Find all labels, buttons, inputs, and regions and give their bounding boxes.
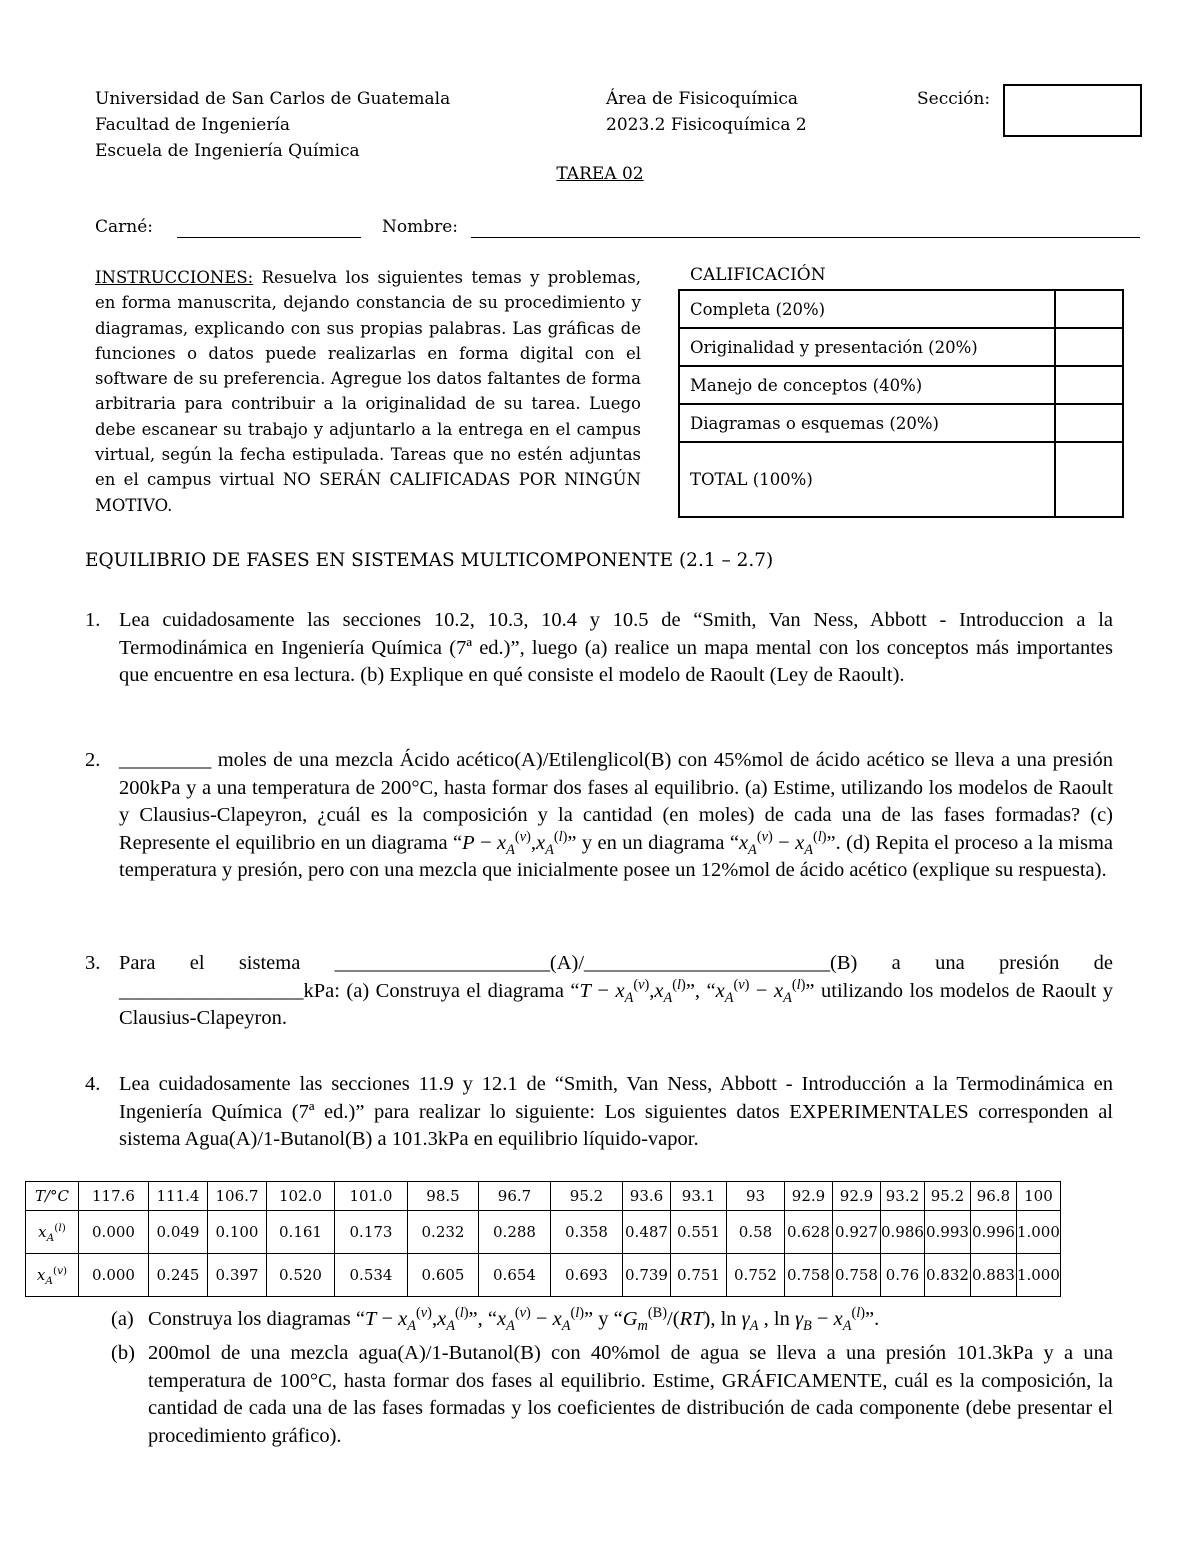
nombre-label: Nombre: xyxy=(382,217,459,237)
course-block xyxy=(606,86,807,138)
grading-row-label: Manejo de conceptos (40%) xyxy=(679,366,1055,404)
component-b-blank[interactable]: ________________________ xyxy=(584,952,831,974)
question-text: Lea cuidadosamente las secciones 10.2, 10.3, 10.4 y 10.5 de “Smith, Van Ness, Abbott - Introduccion a la Termodinámica en Ingeniería Química (7ª ed.)”, luego (a) realice un mapa mental con los conceptos más importantes que encuentre en esa lectura. (b) Explique en qué consiste el modelo de Raoult (Ley de Raoult). xyxy=(119,609,1113,686)
table-cell: 0.758 xyxy=(785,1254,833,1297)
table-cell: 0.173 xyxy=(335,1211,408,1254)
question-text: _________ moles de una mezcla Ácido acético(A)/Etilenglicol(B) con 45%mol de ácido acético se lleva a una presión 200kPa y a una temperatura de 200°C, hasta formar dos fases al equilibrio. (a) Estime, utilizando los modelos de Raoult y Clausius-Clapeyron, ¿cuál es la composición y la cantidad (en moles) de cada una de las fases formadas? (c) Represente el equilibrio en un diagrama “$P - x_A^{(v)},x_A^{(l)}$” y en un diagrama “$x_A^{(v)} - x_A^{(l)}$”. (d) Repita el proceso a la misma temperatura y presión, pero con una mezcla que inicialmente posee un 12%mol de ácido acético (explique su respuesta). xyxy=(119,749,1114,881)
table-cell: 1.000 xyxy=(1016,1211,1060,1254)
section-label: Sección: xyxy=(917,89,991,109)
table-cell: 0.76 xyxy=(881,1254,925,1297)
table-cell: 93 xyxy=(727,1182,785,1211)
table-cell: 0.993 xyxy=(924,1211,970,1254)
table-cell: 0.397 xyxy=(208,1254,267,1297)
table-cell: 0.751 xyxy=(671,1254,727,1297)
component-a-blank[interactable]: _____________________ xyxy=(334,952,550,974)
question-text-part: ” utilizando los modelos de Raoult y Clausius-Clapeyron. xyxy=(119,979,1114,1029)
instructions-label: INSTRUCCIONES: xyxy=(95,268,254,287)
table-cell: 0.927 xyxy=(833,1211,881,1254)
table-cell: 93.1 xyxy=(671,1182,727,1211)
math-expr: T xyxy=(364,1308,377,1330)
nombre-field[interactable] xyxy=(471,237,1140,238)
table-row-liquid xyxy=(26,1211,1061,1254)
question-4a xyxy=(111,1306,1113,1334)
table-cell: 0.883 xyxy=(970,1254,1016,1297)
table-cell: 98.5 xyxy=(408,1182,479,1211)
question-number: 1. xyxy=(85,609,101,631)
question-text-part: kPa: (a) Construya el diagrama “ xyxy=(303,979,580,1002)
table-cell: 96.8 xyxy=(970,1182,1016,1211)
section-title: EQUILIBRIO DE FASES EN SISTEMAS MULTICOMPONENTE (2.1 – 2.7) xyxy=(85,550,774,571)
question-text-part: ”, “ xyxy=(468,1308,497,1330)
question-text-part: Para el sistema xyxy=(119,952,335,974)
table-cell: 95.2 xyxy=(551,1182,623,1211)
table-cell: 93.6 xyxy=(623,1182,671,1211)
question-text-part: moles de una mezcla Ácido acético(A)/Etilenglicol(B) con 45%mol de ácido acético se lleva a una presión 200kPa y a una temperatura de 200°C, hasta formar dos fases al equilibrio. (a) Estime, utilizando los modelos de Raoult y Clausius-Clapeyron, ¿cuál es la composición y la cantidad (en moles) de cada una de las fases formadas? (c) Represente el equilibrio en un diagrama “ xyxy=(119,749,1113,854)
table-cell: 0.832 xyxy=(924,1254,970,1297)
faculty-name: Facultad de Ingeniería xyxy=(95,115,291,135)
question-4b xyxy=(111,1340,1113,1450)
table-cell: 106.7 xyxy=(208,1182,267,1211)
table-cell: 92.9 xyxy=(833,1182,881,1211)
table-cell: 0.049 xyxy=(149,1211,208,1254)
subquestion-text: 200mol de una mezcla agua(A)/1-Butanol(B) con 40%mol de agua se lleva a una presión 101.3kPa y a una temperatura de 100°C, hasta formar dos fases al equilibrio. Estime, GRÁFICAMENTE, cuál es la composición, la cantidad de cada una de las fases formadas y los coeficientes de distribución de cada componente (debe presentar el procedimiento gráfico). xyxy=(148,1342,1113,1447)
table-cell: 0.628 xyxy=(785,1211,833,1254)
table-header-cell: $x_A^{(l)}$ xyxy=(26,1211,79,1254)
table-cell: 93.2 xyxy=(881,1182,925,1211)
grading-total-cell[interactable] xyxy=(1055,442,1123,517)
question-text-part: ” y en un diagrama “ xyxy=(567,831,739,854)
math-expr: x xyxy=(497,831,507,854)
school-name: Escuela de Ingeniería Química xyxy=(95,141,360,161)
subquestion-text: Construya los diagramas “$T - x_A^{(v)},x_A^{(l)}$”, “$x_A^{(v)} - x_A^{(l)}$” y “$G_m^{(B)}/(RT)$, $\ln \gamma_A$ , $\ln \gamma_B - x_A^{(l)}$”. xyxy=(148,1305,880,1335)
question-text: Lea cuidadosamente las secciones 11.9 y 12.1 de “Smith, Van Ness, Abbott - Introducción a la Termodinámica en Ingeniería Química (7ª ed.)” para realizar lo siguiente: Los siguientes datos EXPERIMENTALES corresponden al sistema Agua(A)/1-Butanol(B) a 101.3kPa en equilibrio líquido-vapor. xyxy=(119,1073,1113,1150)
grading-row-label: Completa (20%) xyxy=(679,290,1055,328)
subquestion-label: (b) xyxy=(111,1342,135,1364)
math-expr: x xyxy=(715,979,725,1002)
grading-table xyxy=(678,289,1124,518)
section-box[interactable] xyxy=(1003,84,1142,137)
table-cell: 0.000 xyxy=(79,1254,149,1297)
question-4 xyxy=(85,1071,1113,1154)
pressure-blank[interactable]: __________________ xyxy=(119,979,304,1002)
question-3 xyxy=(85,950,1113,1033)
question-text-part: ”, “ xyxy=(685,979,716,1002)
grading-title: CALIFICACIÓN xyxy=(690,265,826,285)
table-cell: 117.6 xyxy=(79,1182,149,1211)
grading-score-cell[interactable] xyxy=(1055,404,1123,442)
grading-row-label: Originalidad y presentación (20%) xyxy=(679,328,1055,366)
grading-total-label: TOTAL (100%) xyxy=(679,442,1055,517)
table-header-cell: T/°C xyxy=(26,1182,79,1211)
question-text-part: ”. (d) Repita el proceso a la misma temperatura y presión, pero con una mezcla que inicialmente posee un 12%mol de ácido acético (explique su respuesta). xyxy=(119,831,1114,881)
table-cell: 0.752 xyxy=(727,1254,785,1297)
question-text: Para el sistema _____________________(A)/________________________(B) a una presión de __________________kPa: (a) Construya el diagrama “$T - x_A^{(v)},x_A^{(l)}$”, “$x_A^{(v)} - x_A^{(l)}$” utilizando los modelos de Raoult y Clausius-Clapeyron. xyxy=(119,952,1114,1029)
math-expr: x xyxy=(496,1308,507,1330)
institution-block xyxy=(95,86,450,164)
table-cell: 0.986 xyxy=(881,1211,925,1254)
table-cell: 0.739 xyxy=(623,1254,671,1297)
question-text-part: (A)/ xyxy=(549,952,585,974)
question-text-part: ”. xyxy=(865,1308,880,1330)
question-text-part: ” y “ xyxy=(584,1308,623,1330)
moles-blank[interactable]: _________ xyxy=(119,749,212,771)
table-cell: 0.605 xyxy=(408,1254,479,1297)
table-cell: 102.0 xyxy=(267,1182,335,1211)
math-expr: P xyxy=(462,831,475,854)
table-cell: 95.2 xyxy=(924,1182,970,1211)
math-expr: x xyxy=(738,831,749,854)
table-cell: 0.654 xyxy=(479,1254,551,1297)
table-cell: 0.487 xyxy=(623,1211,671,1254)
table-cell: 96.7 xyxy=(479,1182,551,1211)
question-2 xyxy=(85,747,1113,885)
question-text-part: (B) a una presión de xyxy=(830,952,1113,974)
course-name: 2023.2 Fisicoquímica 2 xyxy=(606,115,807,135)
table-cell: 0.288 xyxy=(479,1211,551,1254)
subquestion-label: (a) xyxy=(111,1308,134,1330)
table-cell: 0.232 xyxy=(408,1211,479,1254)
math-expr: T xyxy=(579,979,591,1002)
table-cell: 0.758 xyxy=(833,1254,881,1297)
instructions xyxy=(95,265,641,518)
grading-score-cell[interactable] xyxy=(1055,328,1123,366)
area-name: Área de Fisicoquímica xyxy=(606,89,798,109)
question-text-part: Construya los diagramas “ xyxy=(148,1308,365,1330)
page-title: TAREA 02 xyxy=(556,164,644,184)
table-cell: 92.9 xyxy=(785,1182,833,1211)
table-cell: 0.534 xyxy=(335,1254,408,1297)
question-number: 4. xyxy=(85,1073,101,1095)
university-name: Universidad de San Carlos de Guatemala xyxy=(95,89,451,109)
carne-field[interactable] xyxy=(177,237,361,238)
table-cell: 0.520 xyxy=(267,1254,335,1297)
table-cell: 0.693 xyxy=(551,1254,623,1297)
table-cell: 101.0 xyxy=(335,1182,408,1211)
question-number: 3. xyxy=(85,952,101,974)
table-cell: 0.58 xyxy=(727,1211,785,1254)
grading-score-cell[interactable] xyxy=(1055,366,1123,404)
table-cell: 0.551 xyxy=(671,1211,727,1254)
table-cell: 0.245 xyxy=(149,1254,208,1297)
question-1 xyxy=(85,607,1113,690)
table-cell: 0.000 xyxy=(79,1211,149,1254)
math-expr: G xyxy=(622,1308,638,1330)
table-row-temperature xyxy=(26,1182,1061,1211)
table-cell: 111.4 xyxy=(149,1182,208,1211)
grading-score-cell[interactable] xyxy=(1055,290,1123,328)
question-number: 2. xyxy=(85,749,101,771)
table-cell: 0.996 xyxy=(970,1211,1016,1254)
table-cell: 0.100 xyxy=(208,1211,267,1254)
table-row-vapor xyxy=(26,1254,1061,1297)
vle-data-table xyxy=(25,1181,1061,1297)
table-cell: 0.161 xyxy=(267,1211,335,1254)
table-cell: 100 xyxy=(1016,1182,1060,1211)
instructions-text: Resuelva los siguientes temas y problemas, en forma manuscrita, dejando constancia de su procedimiento y diagramas, explicando con sus propias palabras. Las gráficas de funciones o datos puede realizarlas en forma digital con el software de su preferencia. Agregue los datos faltantes de forma arbitraria para contribuir a la originalidad de su tarea. Luego debe escanear su trabajo y adjuntarlo a la entrega en el campus virtual, según la fecha estipulada. Tareas que no estén adjuntas en el campus virtual NO SERÁN CALIFICADAS POR NINGÚN MOTIVO. xyxy=(95,268,641,515)
table-cell: 0.358 xyxy=(551,1211,623,1254)
table-header-cell: $x_A^{(v)}$ xyxy=(26,1254,79,1297)
grading-row-label: Diagramas o esquemas (20%) xyxy=(679,404,1055,442)
table-cell: 1.000 xyxy=(1016,1254,1060,1297)
carne-label: Carné: xyxy=(95,217,154,237)
